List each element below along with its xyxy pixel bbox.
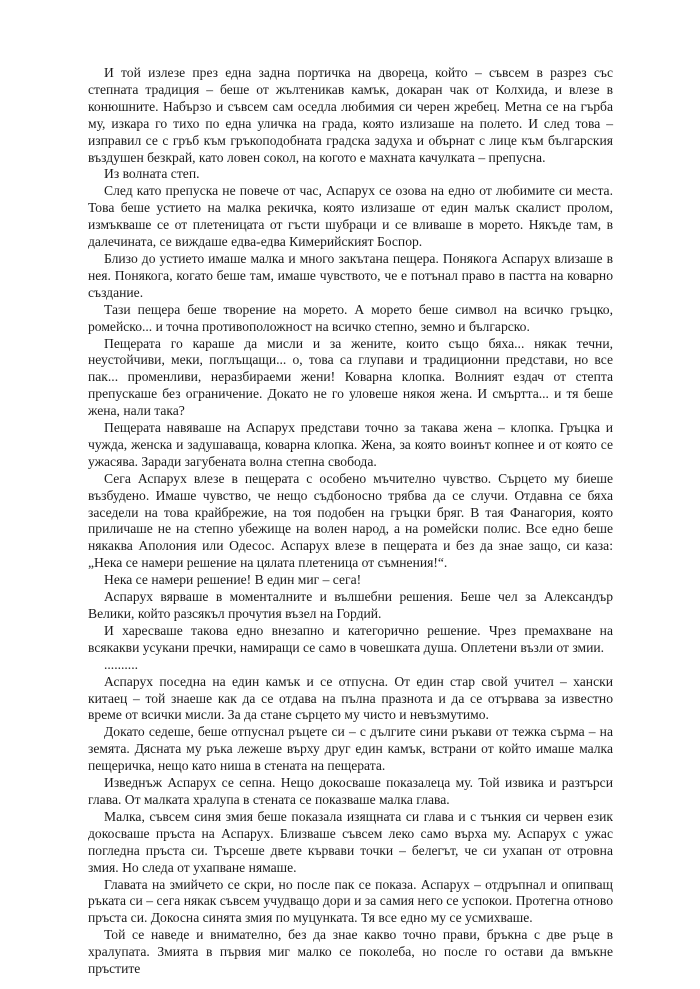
paragraph: Из волната степ. — [104, 166, 200, 182]
paragraph: Изведнъж Аспарух се сепна. Нещо докосваше показалеца му. Той извика и разтърси глава. От малката хралупа в стената се показваше малка глава. — [88, 775, 613, 807]
paragraph: Сега Аспарух влезе в пещерата с особено мъчително чувство. Сърцето му биеше възбудено. Имаше чувство, че нещо съдбоносно трябва да се случи. Отдавна се бяха заседели на това крайбрежие, на тоя подобен на гръцки бряг. В тая Фанагория, която приличаше не на степно убежище на волен народ, а на ромейски полис. Все едно беше някаква Аполония или Одесос. Аспарух влезе в пещерата и без да знае защо, си каза: „Нека се намери решение на цялата плетеница от съмнения!“. — [88, 470, 613, 571]
document-body — [88, 65, 613, 978]
paragraph: Той се наведе и внимателно, без да знае какво точно прави, бръкна с две ръце в хралупата. Змията в първия миг малко се поколеба, но после го остави да вмъкне пръстите — [88, 927, 613, 977]
paragraph: Аспарух вярваше в моменталните и вълшебни решения. Беше чел за Александър Велики, който разсякъл прочутия възел на Гордий. — [88, 589, 613, 621]
paragraph: И харесваше такова едно внезапно и категорично решение. Чрез премахване на всякакви усукани пречки, намиращи се само в човешката душа. Оплетени възли от змии. — [88, 622, 613, 655]
paragraph: Аспарух поседна на един камък и се отпусна. От един стар свой учител – хански китаец – той знаеше как да се отдава на пълна празнота и да се отървава за известно време от всички мисли. За да стане сърцето му чисто и невъзмутимо. — [88, 673, 613, 723]
paragraph: Близо до устието имаше малка и много закътана пещера. Понякога Аспарух влизаше в нея. Понякога, когато беше там, имаше чувството, че е потънал право в пастта на коварно създание. — [88, 250, 613, 300]
paragraph: Нека се намери решение! В един миг – сега! — [104, 572, 362, 588]
paragraph: И той излезе през една задна портичка на двореца, който – съвсем в разрез със степната традиция – беше от жълтеникав камък, докаран чак от Колхида, и влезе в конюшните. Набързо и съвсем сам оседла любимия си черен жребец. Метна се на гърба му, изкара го тихо по една уличка на града, която излизаше на полето. И след това – изправил се с гръб към гръкоподобната градска задуха и обърнат с лице към българския въздушен безкрай, като ловен сокол, на когото е махната качулката – препусна. — [88, 65, 613, 165]
paragraph: Тази пещера беше творение на морето. А морето беше символ на всичко гръцко, ромейско... и точна противоположност на всичко степно, земно и българско. — [88, 301, 613, 334]
paragraph: Докато седеше, беше отпуснал ръцете си – с дългите сини ръкави от тежка сърма – на земята. Дясната му ръка лежеше върху друг един камък, встрани от който имаше малка пещеричка, нещо като ниша в стената на пещерата. — [88, 724, 613, 774]
paragraph: Главата на змийчето се скри, но после пак се показа. Аспарух – отдръпнал и опипващ ръката си – сега някак съвсем учудващо дори и за самия него се успокои. Протегна отново пръста си. Докосна синята змия по муцунката. Тя все едно му се усмихваше. — [88, 876, 613, 926]
paragraph: Пещерата навяваше на Аспарух представи точно за такава жена – клопка. Гръцка и чужда, женска и задушаваща, коварна клопка. Жена, за която воинът копнее и от която се ужасява. Заради загубената волна степна свобода. — [88, 420, 613, 469]
paragraph: След като препуска не повече от час, Аспарух се озова на едно от любимите си места. Това беше устието на малка рекичка, която излизаше от един малък скалист пролом, измъкваше се от плетеницата от гъсти шубраци и се вливаше в морето. Някъде там, в далечината, се виждаше едва-едва Кимерийският Боспор. — [88, 183, 613, 250]
paragraph: Пещерата го караше да мисли и за жените, които също бяха... някак течни, неустойчиви, меки, поглъщащи... о, това са глупави и традиционни представи, но все пак... променливи, неразбираеми жени! Коварна клопка. Волният ездач от степта препускаше без ограничение. Докато не го уловеше някоя жена. И смъртта... и тя беше жена, нали така? — [88, 335, 613, 419]
paragraph: Малка, съвсем синя змия беше показала изящната си глава и с тънкия си червен език докосваше пръста на Аспарух. Близваше съвсем леко само върха му. Аспарух с ужас погледна пръста си. Търсеше двете кървави точки – белегът, че си ухапан от отровна змия. Но следа от ухапване нямаше. — [88, 808, 613, 875]
section-separator: .......... — [104, 656, 138, 672]
